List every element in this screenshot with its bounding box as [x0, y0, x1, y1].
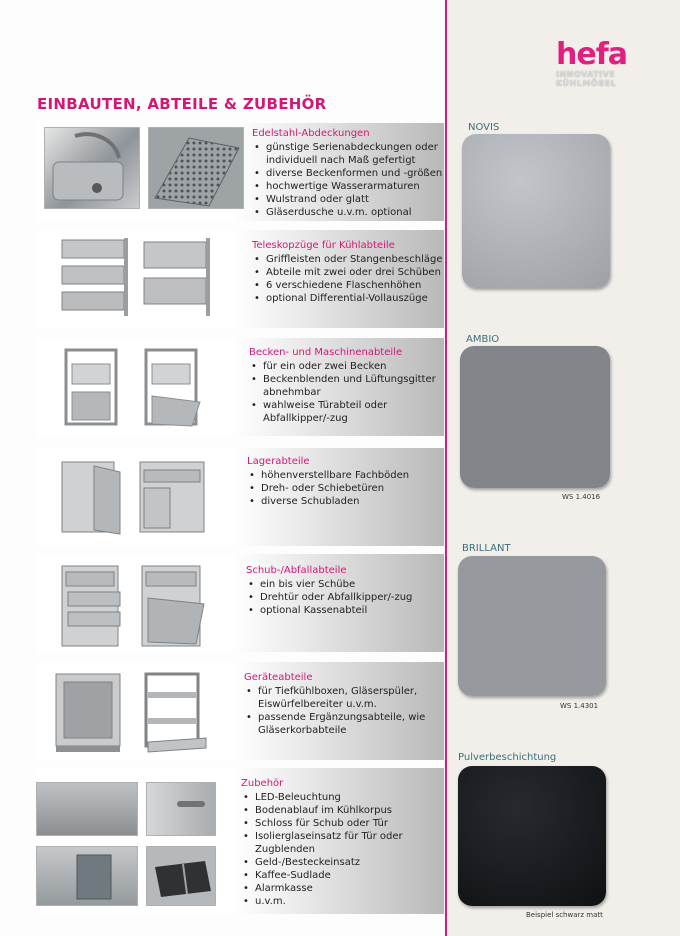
sink-icon: [45, 128, 139, 208]
section-title-3: Becken- und Maschinenabteile: [249, 347, 403, 358]
drawer-unit-icon: [58, 562, 126, 648]
bullet: • optional Differential-Vollauszüge: [252, 292, 442, 305]
appliance-icon: [50, 668, 128, 754]
swatch-label-powder: Pulverbeschichtung: [458, 752, 557, 763]
bullet-continued: Eiswürfelbereiter u.v.m.: [258, 699, 377, 710]
swatch-ambio: [460, 346, 610, 488]
logo-line-1: INNOVATIVE: [556, 70, 616, 79]
bullet: • 6 verschiedene Flaschenhöhen: [252, 279, 442, 292]
bullet: • Wulstrand oder glatt: [252, 193, 442, 206]
bullet: • Abteile mit zwei oder drei Schüben: [252, 266, 442, 279]
swatch-label-ambio: AMBIO: [466, 334, 500, 345]
drawers-3-photo: [56, 234, 132, 322]
open-shelf-photo: [140, 668, 210, 754]
bullet-continued: Zugblenden: [255, 844, 315, 855]
bullet: • Dreh- oder Schiebetüren: [247, 482, 409, 495]
grid-icon: [149, 128, 243, 208]
bullet-continued: Gläserkorbabteile: [258, 725, 347, 736]
swatch-brillant: [458, 556, 606, 696]
bullet: • u.v.m.: [241, 895, 403, 908]
logo-line-2: KÜHLMÖBEL: [556, 79, 617, 88]
cutlery-insert-photo: [146, 846, 216, 906]
logo-word: hefa: [556, 37, 627, 72]
section-title-6: Geräteabteile: [244, 672, 313, 683]
bullet: • Beckenblenden und Lüftungsgitter: [249, 373, 436, 386]
sink-frame-photo: [58, 344, 128, 430]
bullet: • für ein oder zwei Becken: [249, 360, 436, 373]
sink-cover-photo: [44, 127, 140, 209]
drawer-unit-icon: [138, 562, 208, 648]
bullet: • passende Ergänzungsabteile, wie: [244, 711, 425, 724]
section-bullets-7: [241, 791, 403, 908]
insert-icon: [147, 847, 215, 905]
section-bullets-6: [244, 685, 425, 737]
section-bullets-3: [249, 360, 436, 425]
bullet: • Alarmkasse: [241, 882, 403, 895]
swatch-powder-black: [458, 766, 606, 906]
section-title-1: Edelstahl-Abdeckungen: [252, 128, 370, 139]
bullet: • Kaffee-Sudlade: [241, 869, 403, 882]
bullet: • Geld-/Besteckeinsatz: [241, 856, 403, 869]
glass-door-photo: [36, 846, 138, 906]
bullet: • Schloss für Schub oder Tür: [241, 817, 403, 830]
section-title-4: Lagerabteile: [247, 456, 310, 467]
frame-icon: [138, 344, 208, 430]
swatch-caption-brillant: WS 1.4301: [560, 702, 599, 710]
drawer-rack-icon: [56, 234, 132, 322]
waste-tipper-photo: [138, 344, 208, 430]
bullet-continued: individuell nach Maß gefertigt: [266, 155, 416, 166]
section-bullets-1: [252, 141, 442, 219]
page-title: EINBAUTEN, ABTEILE & ZUBEHÖR: [37, 95, 327, 113]
divider-line: [445, 0, 447, 936]
bullet: • höhenverstellbare Fachböden: [247, 469, 409, 482]
bullet: • Gläserdusche u.v.m. optional: [252, 206, 442, 219]
bullet: • wahlweise Türabteil oder: [249, 399, 436, 412]
bullet: • optional Kassenabteil: [246, 604, 412, 617]
bullet: • ein bis vier Schübe: [246, 578, 412, 591]
swatch-caption-ambio: WS 1.4016: [562, 493, 601, 501]
section-bullets-2: [252, 253, 442, 305]
bullet: • günstige Serienabdeckungen oder: [252, 141, 442, 154]
bullet: • Griffleisten oder Stangenbeschläge: [252, 253, 442, 266]
swatch-caption-powder: Beispiel schwarz matt: [526, 911, 603, 919]
storage-door-photo: [58, 456, 126, 536]
bullet-continued: abnehmbar: [263, 387, 321, 398]
led-lighting-photo: [36, 782, 138, 836]
swatch-label-novis: NOVIS: [468, 122, 500, 133]
section-title-7: Zubehör: [241, 778, 284, 789]
section-bullets-5: [246, 578, 412, 617]
section-title-2: Teleskopzüge für Kühlabteile: [252, 240, 395, 251]
handle-photo: [146, 782, 216, 836]
cabinet-icon: [136, 456, 208, 536]
section-bullets-4: [247, 469, 409, 508]
bullet: • LED-Beleuchtung: [241, 791, 403, 804]
glass-door-icon: [37, 847, 137, 905]
bullet: • diverse Schubladen: [247, 495, 409, 508]
hefa-logo: [556, 37, 656, 88]
appliance-unit-photo: [50, 668, 128, 754]
bullet: • Isolierglaseinsatz für Tür oder: [241, 830, 403, 843]
drawers-2-photo: [138, 234, 214, 322]
section-title-5: Schub-/Abfallabteile: [246, 565, 347, 576]
drawer-rack-icon: [138, 234, 214, 322]
perforated-cover-photo: [148, 127, 244, 209]
shelf-icon: [140, 668, 210, 754]
bullet: • hochwertige Wasserarmaturen: [252, 180, 442, 193]
bullet: • Bodenablauf im Kühlkorpus: [241, 804, 403, 817]
bullet: • diverse Beckenformen und -größen: [252, 167, 442, 180]
bullet-continued: Abfallkipper/-zug: [263, 413, 348, 424]
handle-icon: [147, 783, 215, 835]
cabinet-icon: [58, 456, 126, 536]
bullet: • Drehtür oder Abfallkipper/-zug: [246, 591, 412, 604]
swatch-novis: [462, 134, 610, 288]
bullet: • für Tiefkühlboxen, Gläserspüler,: [244, 685, 425, 698]
storage-drawer-photo: [136, 456, 208, 536]
waste-drawer-photo: [138, 562, 208, 648]
swatch-label-brillant: BRILLANT: [462, 543, 511, 554]
drawer-unit-photo: [58, 562, 126, 648]
frame-icon: [58, 344, 128, 430]
